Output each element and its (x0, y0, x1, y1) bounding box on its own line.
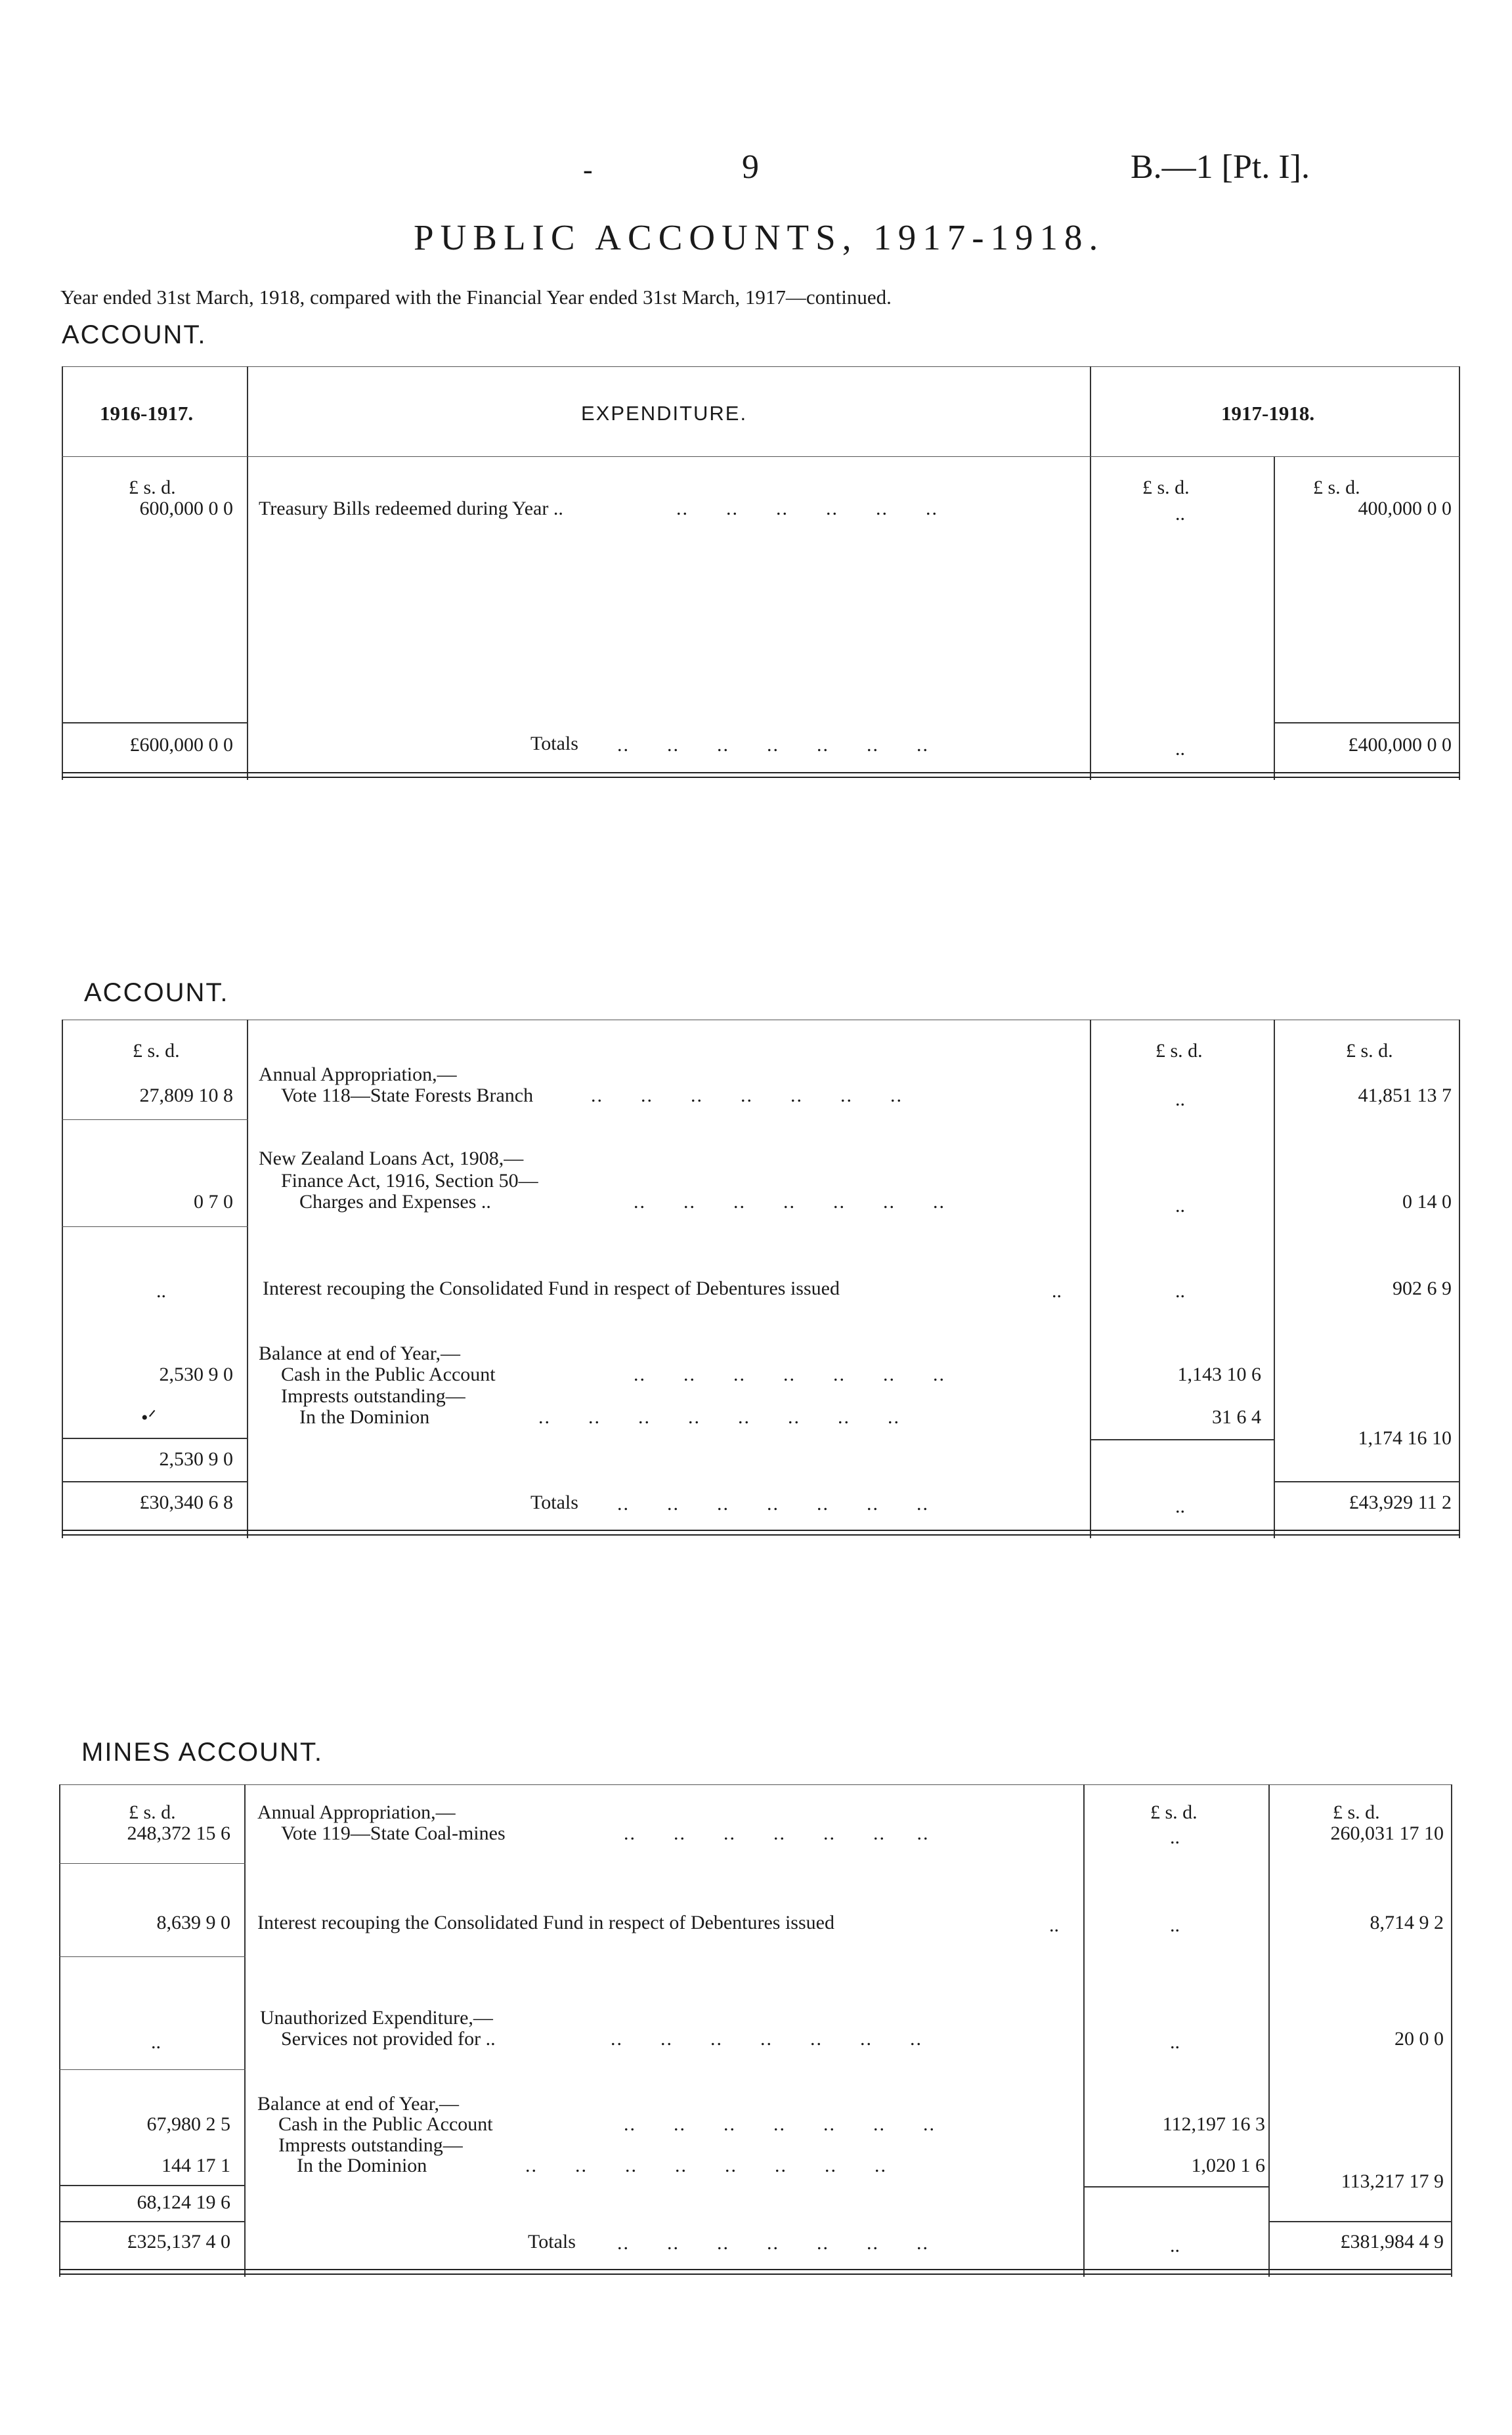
table2-subtotal-rule (62, 1438, 248, 1439)
table3-r2-label: Interest recouping the Consolidated Fund in respect of Debentures issued (257, 1912, 834, 1933)
table1-subtotal-rule (1274, 722, 1460, 723)
page-number: 9 (742, 148, 759, 186)
table2-r2-curr: 0 14 0 (1402, 1191, 1452, 1213)
table2-col-rule (1274, 1020, 1275, 1538)
table2-r4-dom-leader: .. .. .. .. .. .. .. .. (538, 1406, 900, 1428)
table2-r3-label: Interest recouping the Consolidated Fund in respect of Debentures issued (263, 1278, 840, 1299)
table2-r4-sub-curr: 1,174 16 10 (1358, 1427, 1452, 1449)
table1-left-rule (62, 366, 63, 780)
table2-r3-prev: .. (156, 1280, 166, 1302)
table2-r1-heading: Annual Appropriation,— (259, 1064, 457, 1085)
table3-row-rule (59, 2069, 246, 2070)
table3-r4-cash-mid: 112,197 16 3 (1162, 2113, 1265, 2135)
table2-left-rule (62, 1020, 63, 1538)
table3-r4-cash-label: Cash in the Public Account (278, 2113, 493, 2135)
table3-unit-prev: £ s. d. (129, 1801, 176, 1823)
table3-row-rule (59, 1863, 246, 1864)
table3-r1-heading: Annual Appropriation,— (257, 1801, 456, 1823)
table2-bottom-rule (62, 1530, 1460, 1536)
table1-right-rule (1459, 366, 1460, 780)
table2-unit-mid: £ s. d. (1156, 1040, 1203, 1062)
table1-col-curr-year: 1917-1918. (1221, 402, 1315, 425)
table2-r4-heading: Balance at end of Year,— (259, 1343, 461, 1364)
table3-row-rule (59, 1956, 246, 1957)
table2-right-rule (1459, 1020, 1460, 1538)
table2-col-rule (1090, 1020, 1091, 1538)
table3-r4-cash-leader: .. .. .. .. .. .. .. (624, 2113, 936, 2135)
table3-r4-sub-prev: 68,124 19 6 (137, 2191, 230, 2213)
table2-row-rule (62, 1226, 248, 1227)
table3-r3-mid: .. (1170, 2031, 1180, 2053)
table2-total-curr: £43,929 11 2 (1349, 1492, 1452, 1513)
table1-top-rule (62, 366, 1460, 367)
table1-col-prev-year: 1916-1917. (100, 402, 194, 425)
table2-r4-cash-mid: 1,143 10 6 (1177, 1364, 1261, 1385)
table1-row1-leader: .. .. .. .. .. .. (676, 498, 938, 519)
table1-row1-prev: 600,000 0 0 (139, 498, 233, 519)
table2-r4-dom-label: In the Dominion (299, 1406, 430, 1428)
table2-total-rule (1274, 1481, 1460, 1482)
table3-r4-dom-prev: 144 17 1 (162, 2155, 230, 2176)
table3-r3-heading: Unauthorized Expenditure,— (260, 2007, 493, 2029)
table2-total-prev: £30,340 6 8 (139, 1492, 233, 1513)
table3-r1-curr: 260,031 17 10 (1330, 1822, 1444, 1844)
table3-top-rule (59, 1784, 1451, 1785)
table2-unit-curr: £ s. d. (1346, 1040, 1393, 1062)
table3-r2-prev: 8,639 9 0 (156, 1912, 230, 1933)
table2-r1-prev: 27,809 10 8 (139, 1085, 233, 1106)
table3-col-rule (244, 1784, 246, 2277)
table3-unit-curr: £ s. d. (1333, 1801, 1380, 1823)
table2-section-title: ACCOUNT. (84, 978, 229, 1007)
table3-r4-imprests-label: Imprests outstanding— (278, 2134, 463, 2156)
table3-col-rule (1083, 1784, 1085, 2277)
table2-r2-mid: .. (1175, 1195, 1185, 1217)
table2-r1-curr: 41,851 13 7 (1358, 1085, 1452, 1106)
table2-r2-label: Charges and Expenses .. (299, 1191, 491, 1213)
table2-total-leader: .. .. .. .. .. .. .. (617, 1493, 929, 1515)
table3-r4-cash-prev: 67,980 2 5 (146, 2113, 230, 2135)
table2-r2-heading2: Finance Act, 1916, Section 50— (281, 1170, 538, 1192)
table1-unit-curr: £ s. d. (1313, 477, 1360, 498)
table2-r1-leader: .. .. .. .. .. .. .. (591, 1085, 903, 1106)
table3-section-title: MINES ACCOUNT. (81, 1738, 324, 1767)
table3-total-mid: .. (1170, 2235, 1180, 2256)
table2-row-rule (62, 1119, 248, 1120)
table3-r4-dom-leader: .. .. .. .. .. .. .. .. (525, 2155, 887, 2176)
table2-r3-leader: .. (1052, 1280, 1062, 1302)
table3-r3-leader: .. .. .. .. .. .. .. (611, 2028, 922, 2050)
table3-r4-sub-curr: 113,217 17 9 (1341, 2170, 1444, 2192)
table3-bottom-rule (59, 2269, 1451, 2275)
table1-bottom-rule (62, 772, 1460, 778)
table2-r1-mid: .. (1175, 1088, 1185, 1110)
table2-col-rule (247, 1020, 248, 1538)
document-reference: B.—1 [Pt. I]. (1131, 148, 1310, 186)
table1-total-mid: .. (1175, 738, 1185, 760)
table3-total-curr: £381,984 4 9 (1340, 2231, 1444, 2252)
table3-total-leader: .. .. .. .. .. .. .. (617, 2232, 929, 2254)
table2-r4-dom-prev: •ᐟ (141, 1407, 157, 1429)
table2-subtotal-rule (1090, 1439, 1275, 1440)
table3-r1-mid: .. (1170, 1826, 1180, 1848)
table1-header-rule (62, 456, 1460, 457)
table1-col-rule (1274, 456, 1275, 780)
table3-total-prev: £325,137 4 0 (127, 2231, 230, 2252)
header-dash: - (583, 154, 593, 186)
table2-total-mid: .. (1175, 1496, 1185, 1517)
table3-r3-curr: 20 0 0 (1394, 2028, 1444, 2050)
table3-subtotal-rule (59, 2185, 246, 2186)
table2-total-rule (62, 1481, 248, 1482)
table2-unit-prev: £ s. d. (133, 1040, 180, 1062)
table3-r1-prev: 248,372 15 6 (127, 1822, 230, 1844)
table3-r2-leader: .. (1049, 1914, 1059, 1936)
table3-subtotal-rule (1083, 2186, 1270, 2187)
table2-r3-mid: .. (1175, 1280, 1185, 1302)
table2-r4-cash-leader: .. .. .. .. .. .. .. (634, 1364, 945, 1385)
table3-r2-mid: .. (1170, 1914, 1180, 1936)
table3-left-rule (59, 1784, 60, 2277)
table3-r1-label: Vote 119—State Coal-mines (281, 1822, 506, 1844)
table1-col-rule (1090, 366, 1091, 780)
table2-r4-imprests-label: Imprests outstanding— (281, 1385, 465, 1407)
table1-row1-curr: 400,000 0 0 (1358, 498, 1452, 519)
table2-r2-leader: .. .. .. .. .. .. .. (634, 1191, 945, 1213)
table3-r2-curr: 8,714 9 2 (1370, 1912, 1444, 1933)
table2-r4-cash-prev: 2,530 9 0 (159, 1364, 233, 1385)
table3-r3-prev: .. (151, 2031, 161, 2053)
table1-col-rule (247, 366, 248, 780)
table3-total-rule (1268, 2221, 1452, 2222)
table3-r4-dom-mid: 1,020 1 6 (1191, 2155, 1265, 2176)
table1-subtotal-rule (62, 722, 248, 723)
page-subtitle: Year ended 31st March, 1918, compared with the Financial Year ended 31st March, 1917—continued. (60, 286, 892, 309)
table2-r3-curr: 902 6 9 (1393, 1278, 1452, 1299)
table2-r2-prev: 0 7 0 (194, 1191, 233, 1213)
table3-unit-mid: £ s. d. (1150, 1801, 1198, 1823)
table2-r4-dom-mid: 31 6 4 (1212, 1406, 1261, 1428)
table3-r4-dom-label: In the Dominion (297, 2155, 427, 2176)
table1-unit-mid: £ s. d. (1142, 477, 1190, 498)
table2-total-label: Totals (530, 1492, 578, 1513)
table3-right-rule (1451, 1784, 1452, 2277)
page-title: PUBLIC ACCOUNTS, 1917-1918. (414, 217, 1105, 257)
table1-total-curr: £400,000 0 0 (1348, 734, 1452, 756)
table2-r4-cash-label: Cash in the Public Account (281, 1364, 496, 1385)
table1-section-title: ACCOUNT. (62, 320, 207, 349)
table3-r3-label: Services not provided for .. (281, 2028, 496, 2050)
table1-row1-mid: .. (1175, 503, 1185, 525)
table3-r4-heading: Balance at end of Year,— (257, 2093, 460, 2115)
table3-r1-leader: .. .. .. .. .. .. .. (624, 1822, 930, 1844)
table1-total-label: Totals (530, 733, 578, 754)
table2-r2-heading1: New Zealand Loans Act, 1908,— (259, 1148, 524, 1169)
table1-total-leader: .. .. .. .. .. .. .. (617, 734, 929, 756)
table3-col-rule (1268, 1784, 1270, 2277)
table3-total-label: Totals (528, 2231, 576, 2252)
table3-total-rule (59, 2221, 246, 2222)
table1-row1-label: Treasury Bills redeemed during Year .. (259, 498, 563, 519)
table2-r4-sub-prev: 2,530 9 0 (159, 1448, 233, 1470)
table1-total-prev: £600,000 0 0 (129, 734, 233, 756)
table2-r1-label: Vote 118—State Forests Branch (281, 1085, 534, 1106)
table1-unit-prev: £ s. d. (129, 477, 176, 498)
table1-col-expenditure: EXPENDITURE. (581, 402, 748, 425)
